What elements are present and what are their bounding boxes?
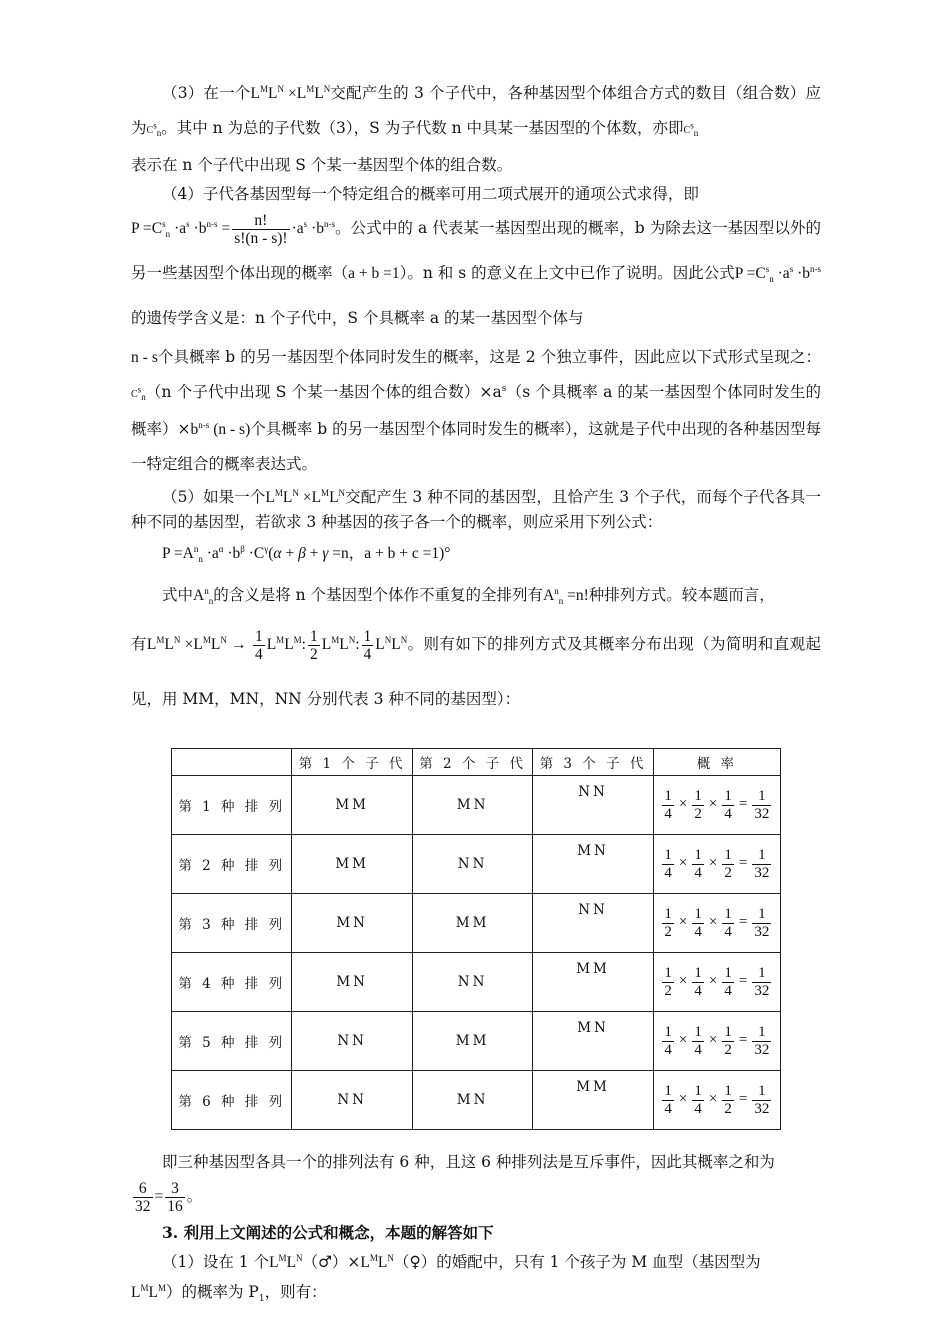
child-3-genotype: MM: [533, 953, 653, 1012]
fraction-numerator: 3: [165, 1180, 185, 1198]
fraction-numerator: 1: [664, 964, 672, 981]
fraction-numerator: 1: [752, 965, 771, 983]
table-header: 第 3 个 子 代: [533, 749, 653, 776]
table-row: [172, 1071, 781, 1130]
row-label: 第 6 种 排 列: [172, 1071, 292, 1130]
text: （♀）的婚配中，只有 1 个孩子为 M 血型（基因型为: [393, 1253, 761, 1271]
paragraph-5: （5）如果一个$L^ML^N \times L^ML^N$交配产生 3 种不同的基因型，且恰产生 3 个子代，而每个子代各具一种不同的基因型，若欲求 3 种基因的孩子各一个的概率，则应采用下列公式：: [131, 487, 821, 531]
text: （n 个子代中出现 S 个某一基因个体的组合数）×a: [145, 383, 502, 401]
row-label: 第 3 种 排 列: [172, 894, 292, 953]
table-row: [172, 1012, 781, 1071]
text: ，则有：: [264, 1283, 327, 1301]
fraction-numerator: 1: [694, 787, 702, 804]
row-label: 第 4 种 排 列: [172, 953, 292, 1012]
fraction-denominator: 4: [694, 864, 702, 881]
text: 表示在 n 个子代中出现 S 个某一基因型个体的组合数。: [131, 156, 513, 174]
fraction-numerator: 1: [752, 1083, 771, 1101]
text: 的遗传学含义是：n 个子代中，S 个具概率 a 的某一基因型个体与: [131, 309, 584, 327]
text: 个具概率 b 的另一基因型个体同时发生的概率，这是 2 个独立事件，因此应以下式形式呈现之：: [157, 348, 821, 366]
fraction-denominator: 4: [664, 1100, 672, 1117]
child-2-genotype: MN: [412, 1071, 532, 1130]
fraction-denominator: 2: [694, 805, 702, 822]
fraction-denominator: 2: [724, 1041, 732, 1058]
table-header: 第 2 个 子 代: [412, 749, 532, 776]
fraction-numerator: 1: [664, 787, 672, 804]
child-1-genotype: NN: [292, 1071, 412, 1130]
fraction-denominator: 2: [664, 982, 672, 999]
fraction-numerator: 1: [694, 1023, 702, 1040]
probability-cell: $\frac{1}{4}$ × $\frac{1}{2}$ × $\frac{1}{4}$ = $\frac{1}{32}$: [653, 776, 780, 835]
probability-cell: $\frac{1}{2}$ × $\frac{1}{4}$ × $\frac{1}{4}$ = $\frac{1}{32}$: [653, 953, 780, 1012]
text: ）。n 和 s 的意义在上文中已作了说明。因此公式: [399, 264, 735, 282]
fraction-denominator: 32: [754, 923, 770, 940]
paragraph-7: [131, 1150, 821, 1174]
fraction-denominator: 32: [754, 1041, 770, 1058]
probability-cell: $\frac{1}{4}$ × $\frac{1}{4}$ × $\frac{1}{2}$ = $\frac{1}{32}$: [653, 1071, 780, 1130]
fraction-numerator: 1: [752, 788, 771, 806]
paragraph-4-formula: $P =C^s_n \cdot a^s \cdot b^{n-s}$ = $\frac{n!}{s!(n - s)!}$ $\cdot a^s \cdot b^{n-s}$。公式中的 a 代表某一基因型出现的概率，b 为除去这一基因型以外的另一些基因型个体出现的概率（a + b =1）。n 和 s 的意义在上文中已作了说明。因此公式$P =C^s_n \cdot a^s \cdot b^{n-s}$的遗传学含义是：n 个子代中，S 个具概率 a 的某一基因型个体与: [131, 211, 822, 327]
fraction-denominator: 32: [754, 982, 770, 999]
child-1-genotype: MM: [292, 835, 412, 894]
paragraph-7-cont: $\frac{6}{32}$ = $\frac{3}{16}$ 。: [135, 1179, 203, 1215]
paragraph-3-cont: [131, 148, 821, 182]
fraction-numerator: 1: [724, 1082, 732, 1099]
fraction-denominator: 4: [694, 923, 702, 940]
paragraph-4-cont: n - s个具概率 b 的另一基因型个体同时发生的概率，这是 2 个独立事件，因此应以下式形式呈现之：$C^s_n(n$ 个子代中出现 S 个某一基因个体的组合数）$\times a^s(s$ 个具概率 a 的某一基因型个体同时发生的概率）$\times b^{n-s}$ (n - s)个具概率 b 的另一基因型个体同时发生的概率），这就是子代中出现的各种基因型每一特定组合的概率表达式。: [131, 348, 821, 473]
child-1-genotype: MM: [292, 776, 412, 835]
text: 。则有如下的排列方式及其概率分布出现（为简明和直观起见，用 MM，MN，NN 分别代表 3 种不同的基因型）：: [131, 635, 821, 708]
text: （1）设在 1 个: [162, 1253, 270, 1271]
text: 交配产生的 3 个子代中，各种基因型个体组合方式的数目（组合数）应为: [131, 84, 821, 137]
fraction-numerator: 1: [752, 847, 771, 865]
fraction-numerator: 1: [694, 846, 702, 863]
child-2-genotype: MN: [412, 776, 532, 835]
fraction-denominator: 4: [694, 1041, 702, 1058]
fraction-denominator: 2: [724, 864, 732, 881]
child-2-genotype: NN: [412, 953, 532, 1012]
table-row: [172, 953, 781, 1012]
probability-cell: $\frac{1}{4}$ × $\frac{1}{4}$ × $\frac{1}{2}$ = $\frac{1}{32}$: [653, 1012, 780, 1071]
fraction-numerator: 1: [694, 964, 702, 981]
paragraph-6: 式中$A^n_n$的含义是将 n 个基因型个体作不重复的全排列有$A^n_n =n$!种排列方式。较本题而言，: [162, 585, 775, 607]
formula-permutation: $P =A^n_n \cdot a^\alpha \cdot b^\beta \cdot C^\gamma(\alpha + \beta + \gamma =n$，a + b + c =1)°: [162, 543, 451, 565]
text: 有: [131, 635, 147, 653]
child-2-genotype: NN: [412, 835, 532, 894]
text: 式中: [162, 586, 194, 604]
fraction-numerator: 1: [724, 964, 732, 981]
fraction-denominator: 4: [724, 923, 732, 940]
child-1-genotype: MN: [292, 894, 412, 953]
table-header: [172, 749, 292, 776]
fraction-numerator: 1: [724, 787, 732, 804]
fraction-denominator: 4: [664, 864, 672, 881]
text: （s 个具概率 a 的某一基因型个体同时发生的概率）×: [131, 383, 821, 438]
child-2-genotype: MM: [412, 894, 532, 953]
paragraph-3: （3）在一个$L^ML^N \times L^ML^N$交配产生的 3 个子代中，各种基因型个体组合方式的数目（组合数）应为$C^s_n$。其中 n 为总的子代数（3），S 为子代数 n 中具某一基因型的个体数，亦即$C^s_n$: [131, 83, 821, 138]
paragraph-8-cont: $L^ML^M$）的概率为 $P_1$，则有：: [131, 1282, 327, 1305]
fraction-numerator: 1: [724, 846, 732, 863]
fraction-denominator: 4: [724, 805, 732, 822]
child-3-genotype: MM: [533, 1071, 653, 1130]
probability-cell: $\frac{1}{4}$ × $\frac{1}{4}$ × $\frac{1}{2}$ = $\frac{1}{32}$: [653, 835, 780, 894]
fraction-numerator: 1: [664, 905, 672, 922]
fraction-numerator: 1: [664, 1023, 672, 1040]
fraction-denominator: 32: [754, 805, 770, 822]
text: （3）在一个: [162, 84, 251, 102]
fraction-denominator: 4: [664, 1041, 672, 1058]
fraction-numerator: 1: [752, 906, 771, 924]
paragraph-8: （1）设在 1 个$L^ML^N(♂)\times L^ML^N(♀)$的婚配中，只有 1 个孩子为 M 血型（基因型为: [162, 1252, 761, 1271]
fraction-numerator: 1: [724, 905, 732, 922]
fraction-numerator: 1: [694, 905, 702, 922]
fraction-numerator: 1: [664, 846, 672, 863]
fraction-denominator: 2: [664, 923, 672, 940]
permutation-table: [171, 748, 781, 1130]
paragraph-4: [131, 182, 821, 206]
child-3-genotype: NN: [533, 776, 653, 835]
text: （5）如果一个: [162, 488, 266, 506]
fraction-denominator: 4: [694, 1100, 702, 1117]
child-2-genotype: MM: [412, 1012, 532, 1071]
table-row: [172, 894, 781, 953]
text: 个具概率 b 的另一基因型个体同时发生的概率），这就是子代中出现的各种基因型每一特定组合的概率表达式。: [131, 420, 821, 473]
fraction-denominator: 4: [694, 982, 702, 999]
table-row: [172, 835, 781, 894]
child-1-genotype: NN: [292, 1012, 412, 1071]
fraction-numerator: 1: [752, 1024, 771, 1042]
document-page: [131, 76, 821, 1305]
fraction-numerator: 1: [724, 1023, 732, 1040]
section-heading: 3. 利用上文阐述的公式和概念，本题的解答如下: [162, 1223, 494, 1242]
fraction-numerator: 6: [133, 1180, 153, 1198]
paragraph-6-cont: 有$L^ML^N \times L^ML^N$ → $\frac{1}{4}$ $L^ML^M$: $\frac{1}{2}$ $L^ML^N$: $\frac{1}{4}$ $L^NL^N$。则有如下的排列方式及其概率分布出现（为简明和直观起见，用 MM，MN，NN 分别代表 3 种不同的基因型）：: [131, 627, 821, 708]
child-3-genotype: MN: [533, 835, 653, 894]
fraction-denominator: 16: [167, 1197, 183, 1215]
table-header: 概 率: [653, 749, 780, 776]
text: 。公式中的 a 代表某一基因型出现的概率，b 为除去这一基因型以外的另一些基因型个体出现的概率（: [131, 219, 822, 282]
row-label: 第 1 种 排 列: [172, 776, 292, 835]
fraction-denominator: 32: [754, 1100, 770, 1117]
text: 。其中 n 为总的子代数（3），S 为子代数 n 中具某一基因型的个体数，亦即: [161, 119, 684, 137]
text: 即三种基因型各具一个的排列法有 6 种，且这 6 种排列法是互斥事件，因此其概率之和为: [162, 1153, 775, 1171]
table-header: 第 1 个 子 代: [292, 749, 412, 776]
row-label: 第 2 种 排 列: [172, 835, 292, 894]
child-3-genotype: NN: [533, 894, 653, 953]
fraction-denominator: 32: [754, 864, 770, 881]
text: 种排列方式。较本题而言，: [588, 586, 775, 604]
factorial-fraction: $\frac{n!}{s!(n - s)!}$: [234, 211, 288, 247]
child-3-genotype: MN: [533, 1012, 653, 1071]
text: （♂）×: [302, 1253, 361, 1271]
child-1-genotype: MN: [292, 953, 412, 1012]
table-row: [172, 776, 781, 835]
text: 。: [186, 1187, 203, 1205]
fraction-denominator: 32: [135, 1197, 151, 1215]
text: ）的概率为 P: [165, 1283, 259, 1301]
text: 的含义是将 n 个基因型个体作不重复的全排列有: [213, 586, 544, 604]
row-label: 第 5 种 排 列: [172, 1012, 292, 1071]
fraction-denominator: 4: [724, 982, 732, 999]
probability-cell: $\frac{1}{2}$ × $\frac{1}{4}$ × $\frac{1}{4}$ = $\frac{1}{32}$: [653, 894, 780, 953]
text: （4）子代各基因型每一个特定组合的概率可用二项式展开的通项公式求得，即: [162, 185, 699, 203]
fraction-denominator: 4: [664, 805, 672, 822]
text: 交配产生 3 种不同的基因型，且恰产生 3 个子代，而每个子代各具一种不同的基因型，若欲求 3 种基因的孩子各一个的概率，则应采用下列公式：: [131, 488, 821, 531]
fraction-numerator: 1: [694, 1082, 702, 1099]
fraction-numerator: 1: [664, 1082, 672, 1099]
fraction-denominator: 2: [724, 1100, 732, 1117]
